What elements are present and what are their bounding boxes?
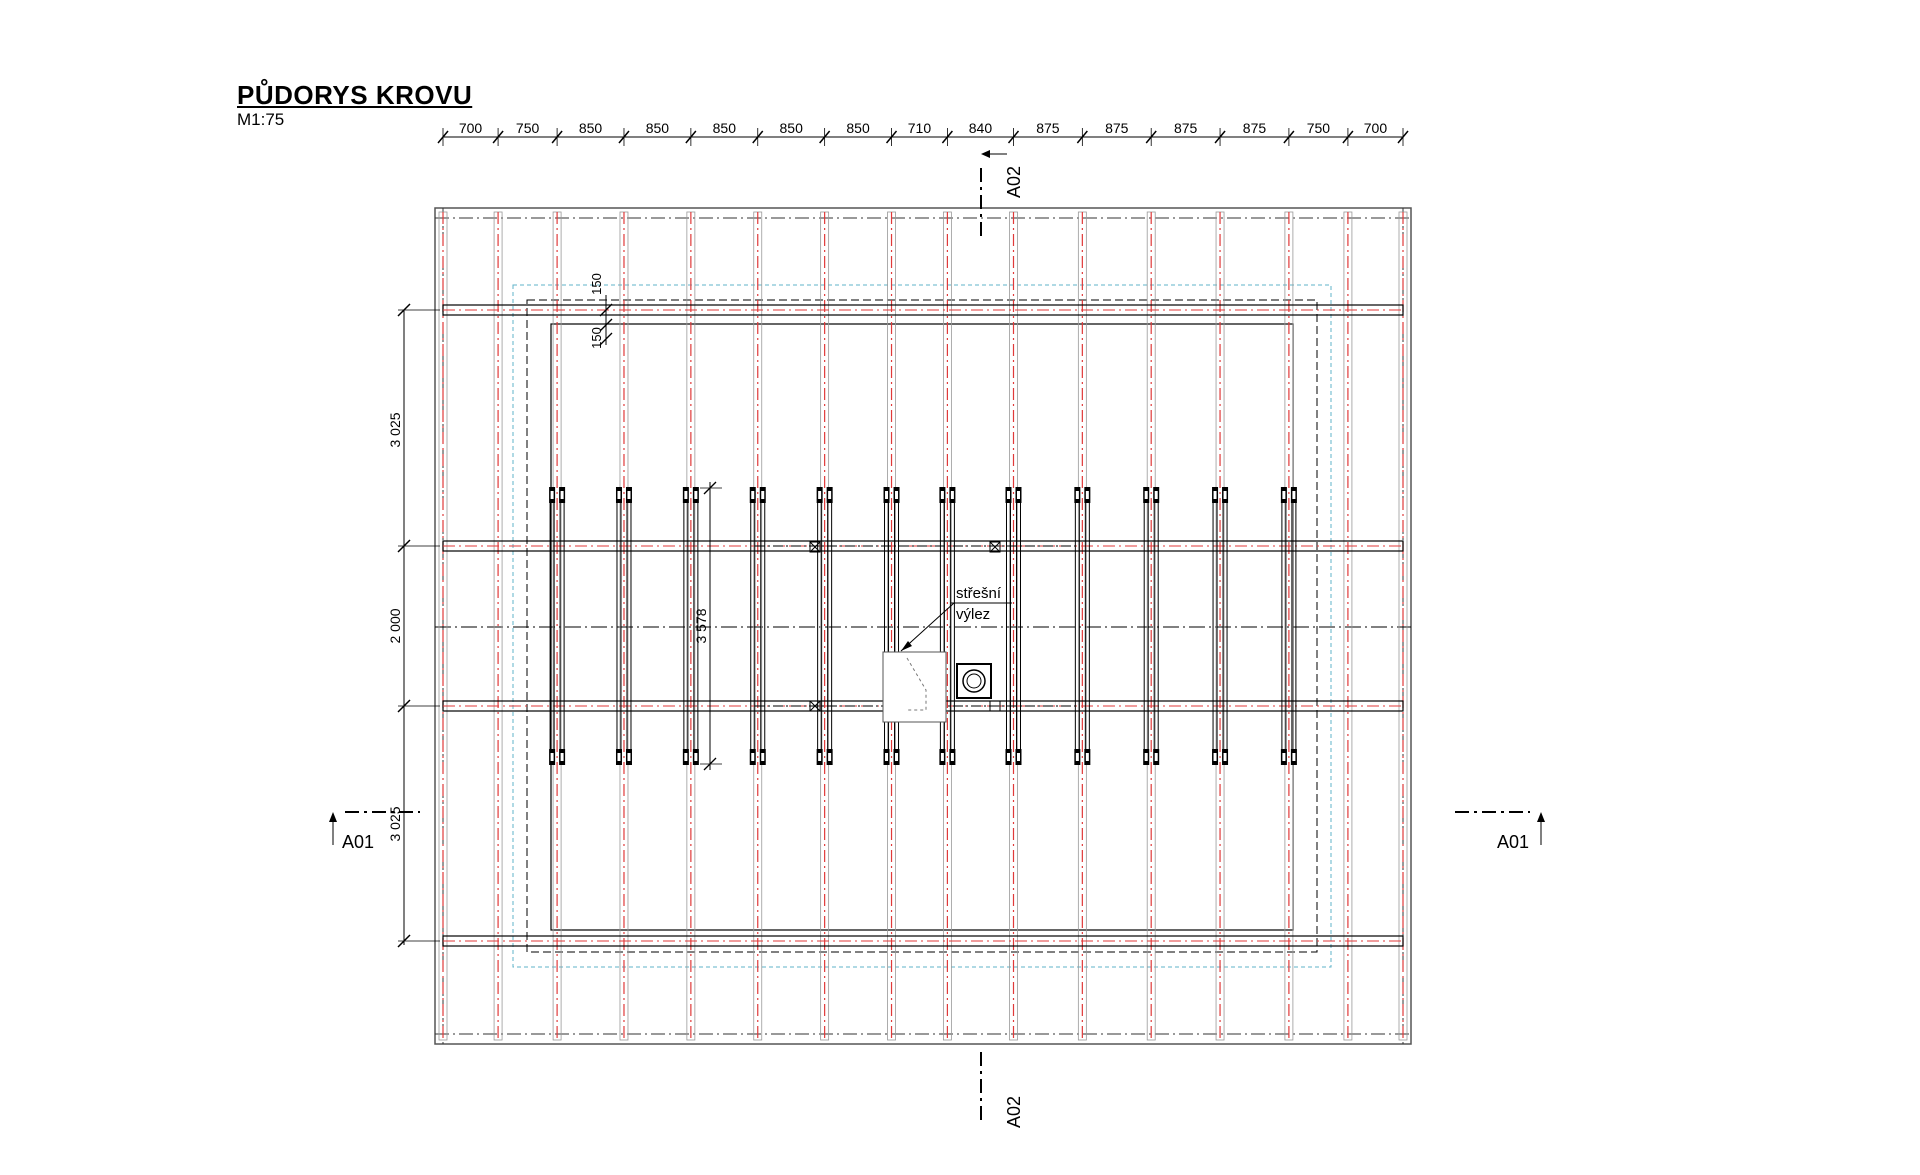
collar-tie-end-gap xyxy=(1145,491,1148,499)
collar-tie-end-gap xyxy=(951,753,954,761)
section-label-a02-bottom: A02 xyxy=(1004,1095,1024,1129)
chimney xyxy=(957,664,991,698)
collar-dimension xyxy=(693,482,722,770)
small-dimension xyxy=(589,273,612,349)
collar-tie xyxy=(828,488,832,764)
dim-top-label: 875 xyxy=(1036,120,1060,136)
dim-left-1: 3 025 xyxy=(387,412,403,448)
collar-tie-end-gap xyxy=(1282,491,1285,499)
collar-tie-end-gap xyxy=(627,753,630,761)
collar-tie-end-gap xyxy=(684,753,687,761)
collar-tie-end-gap xyxy=(818,491,821,499)
collar-tie-end-gap xyxy=(1007,753,1010,761)
purlins xyxy=(443,305,1403,946)
collar-tie-end-gap xyxy=(1017,491,1020,499)
wall-outline-inner xyxy=(551,324,1293,930)
dim-top-label: 875 xyxy=(1242,120,1267,136)
collar-tie xyxy=(1144,488,1148,764)
collar-tie-end-gap xyxy=(1214,753,1217,761)
collar-tie-end-gap xyxy=(941,753,944,761)
collar-tie-end-gap xyxy=(951,491,954,499)
left-dimension-chain xyxy=(387,304,440,947)
dim-top-label: 850 xyxy=(645,120,670,136)
dim-top-label: 875 xyxy=(1105,120,1129,136)
collar-tie xyxy=(1075,488,1079,764)
collar-tie-end-gap xyxy=(761,753,764,761)
collar-tie-end-gap xyxy=(751,491,754,499)
collar-tie-end-gap xyxy=(1145,753,1148,761)
collar-tie-end-gap xyxy=(828,491,831,499)
dim-collar: 3 578 xyxy=(693,608,709,644)
wall-outline-outer xyxy=(527,300,1317,952)
collar-tie-end-gap xyxy=(885,753,888,761)
collar-tie-end-gap xyxy=(1086,491,1089,499)
dim-top-label: 850 xyxy=(578,120,603,136)
collar-tie-end-gap xyxy=(828,753,831,761)
collar-tie xyxy=(950,488,954,764)
collar-tie xyxy=(560,488,564,764)
collar-tie-end-gap xyxy=(1155,753,1158,761)
dim-top-label: 875 xyxy=(1173,120,1198,136)
dim-top-label: 850 xyxy=(779,120,803,136)
roof-outline xyxy=(435,208,1411,1044)
collar-tie-end-gap xyxy=(617,753,620,761)
collar-tie xyxy=(617,488,621,764)
dim-left-3: 3 025 xyxy=(387,806,403,842)
collar-tie xyxy=(684,488,688,764)
dim-top-label: 850 xyxy=(712,120,736,136)
collar-tie-end-gap xyxy=(751,753,754,761)
collar-tie-end-gap xyxy=(941,491,944,499)
roof-hatch xyxy=(883,652,946,722)
dim-top-label: 700 xyxy=(1363,120,1388,136)
collar-tie-end-gap xyxy=(617,491,620,499)
collar-tie xyxy=(751,488,755,764)
insulation-outline xyxy=(513,285,1331,967)
collar-tie xyxy=(1006,488,1010,764)
section-label-a01-left: A01 xyxy=(342,832,375,852)
dim-top-label: 710 xyxy=(907,120,932,136)
section-mark-a01-left xyxy=(329,812,420,852)
section-mark-a02-bottom xyxy=(981,1052,1024,1128)
collar-tie-end-gap xyxy=(694,491,697,499)
collar-ties xyxy=(549,487,1297,765)
dim-top-label: 750 xyxy=(1306,120,1331,136)
collar-tie xyxy=(1016,488,1020,764)
collar-tie-end-gap xyxy=(684,491,687,499)
dim-left-2: 2 000 xyxy=(387,608,403,644)
collar-tie xyxy=(940,488,944,764)
collar-tie-end-gap xyxy=(885,491,888,499)
section-label-a01-right: A01 xyxy=(1497,832,1530,852)
collar-tie xyxy=(818,488,822,764)
collar-tie-end-gap xyxy=(1076,491,1079,499)
rafters xyxy=(439,212,1407,1040)
annotation-line2: výlez xyxy=(956,606,991,623)
dim-small-1: 150 xyxy=(589,273,604,295)
drawing-title: PŮDORYS KROVU xyxy=(237,80,473,110)
section-label-a02-top: A02 xyxy=(1004,165,1024,199)
collar-tie-end-gap xyxy=(1086,753,1089,761)
dim-top-label: 850 xyxy=(846,120,870,136)
collar-tie-end-gap xyxy=(1292,491,1295,499)
collar-tie-end-gap xyxy=(551,753,554,761)
collar-tie-end-gap xyxy=(1155,491,1158,499)
collar-tie-end-gap xyxy=(1224,753,1227,761)
collar-tie xyxy=(627,488,631,764)
collar-tie-end-gap xyxy=(1017,753,1020,761)
collar-tie-end-gap xyxy=(1282,753,1285,761)
collar-tie xyxy=(1213,488,1217,764)
collar-tie xyxy=(1223,488,1227,764)
collar-tie-end-gap xyxy=(761,491,764,499)
collar-tie-end-gap xyxy=(1214,491,1217,499)
collar-tie-end-gap xyxy=(694,753,697,761)
collar-tie-end-gap xyxy=(1292,753,1295,761)
collar-tie-end-gap xyxy=(1224,491,1227,499)
collar-tie xyxy=(1282,488,1286,764)
collar-tie xyxy=(761,488,765,764)
dim-small-2: 150 xyxy=(589,327,604,349)
collar-tie xyxy=(1085,488,1089,764)
collar-tie-end-gap xyxy=(561,491,564,499)
annotation-line1: střešní xyxy=(956,585,1002,602)
collar-tie-end-gap xyxy=(895,491,898,499)
collar-tie-end-gap xyxy=(627,491,630,499)
collar-tie-end-gap xyxy=(1076,753,1079,761)
collar-tie-end-gap xyxy=(551,491,554,499)
drawing-scale: M1:75 xyxy=(237,110,285,129)
collar-tie-end-gap xyxy=(818,753,821,761)
dim-top-label: 840 xyxy=(968,120,993,136)
hatch-annotation xyxy=(901,585,1012,651)
dim-top-label: 750 xyxy=(515,120,540,136)
collar-tie-end-gap xyxy=(1007,491,1010,499)
collar-tie-end-gap xyxy=(895,753,898,761)
section-mark-a01-right xyxy=(1455,812,1545,852)
top-dimension-chain xyxy=(438,120,1408,146)
collar-tie xyxy=(895,488,899,764)
dim-top-label: 700 xyxy=(458,120,483,136)
collar-tie-end-gap xyxy=(561,753,564,761)
collar-tie xyxy=(885,488,889,764)
collar-tie xyxy=(1154,488,1158,764)
